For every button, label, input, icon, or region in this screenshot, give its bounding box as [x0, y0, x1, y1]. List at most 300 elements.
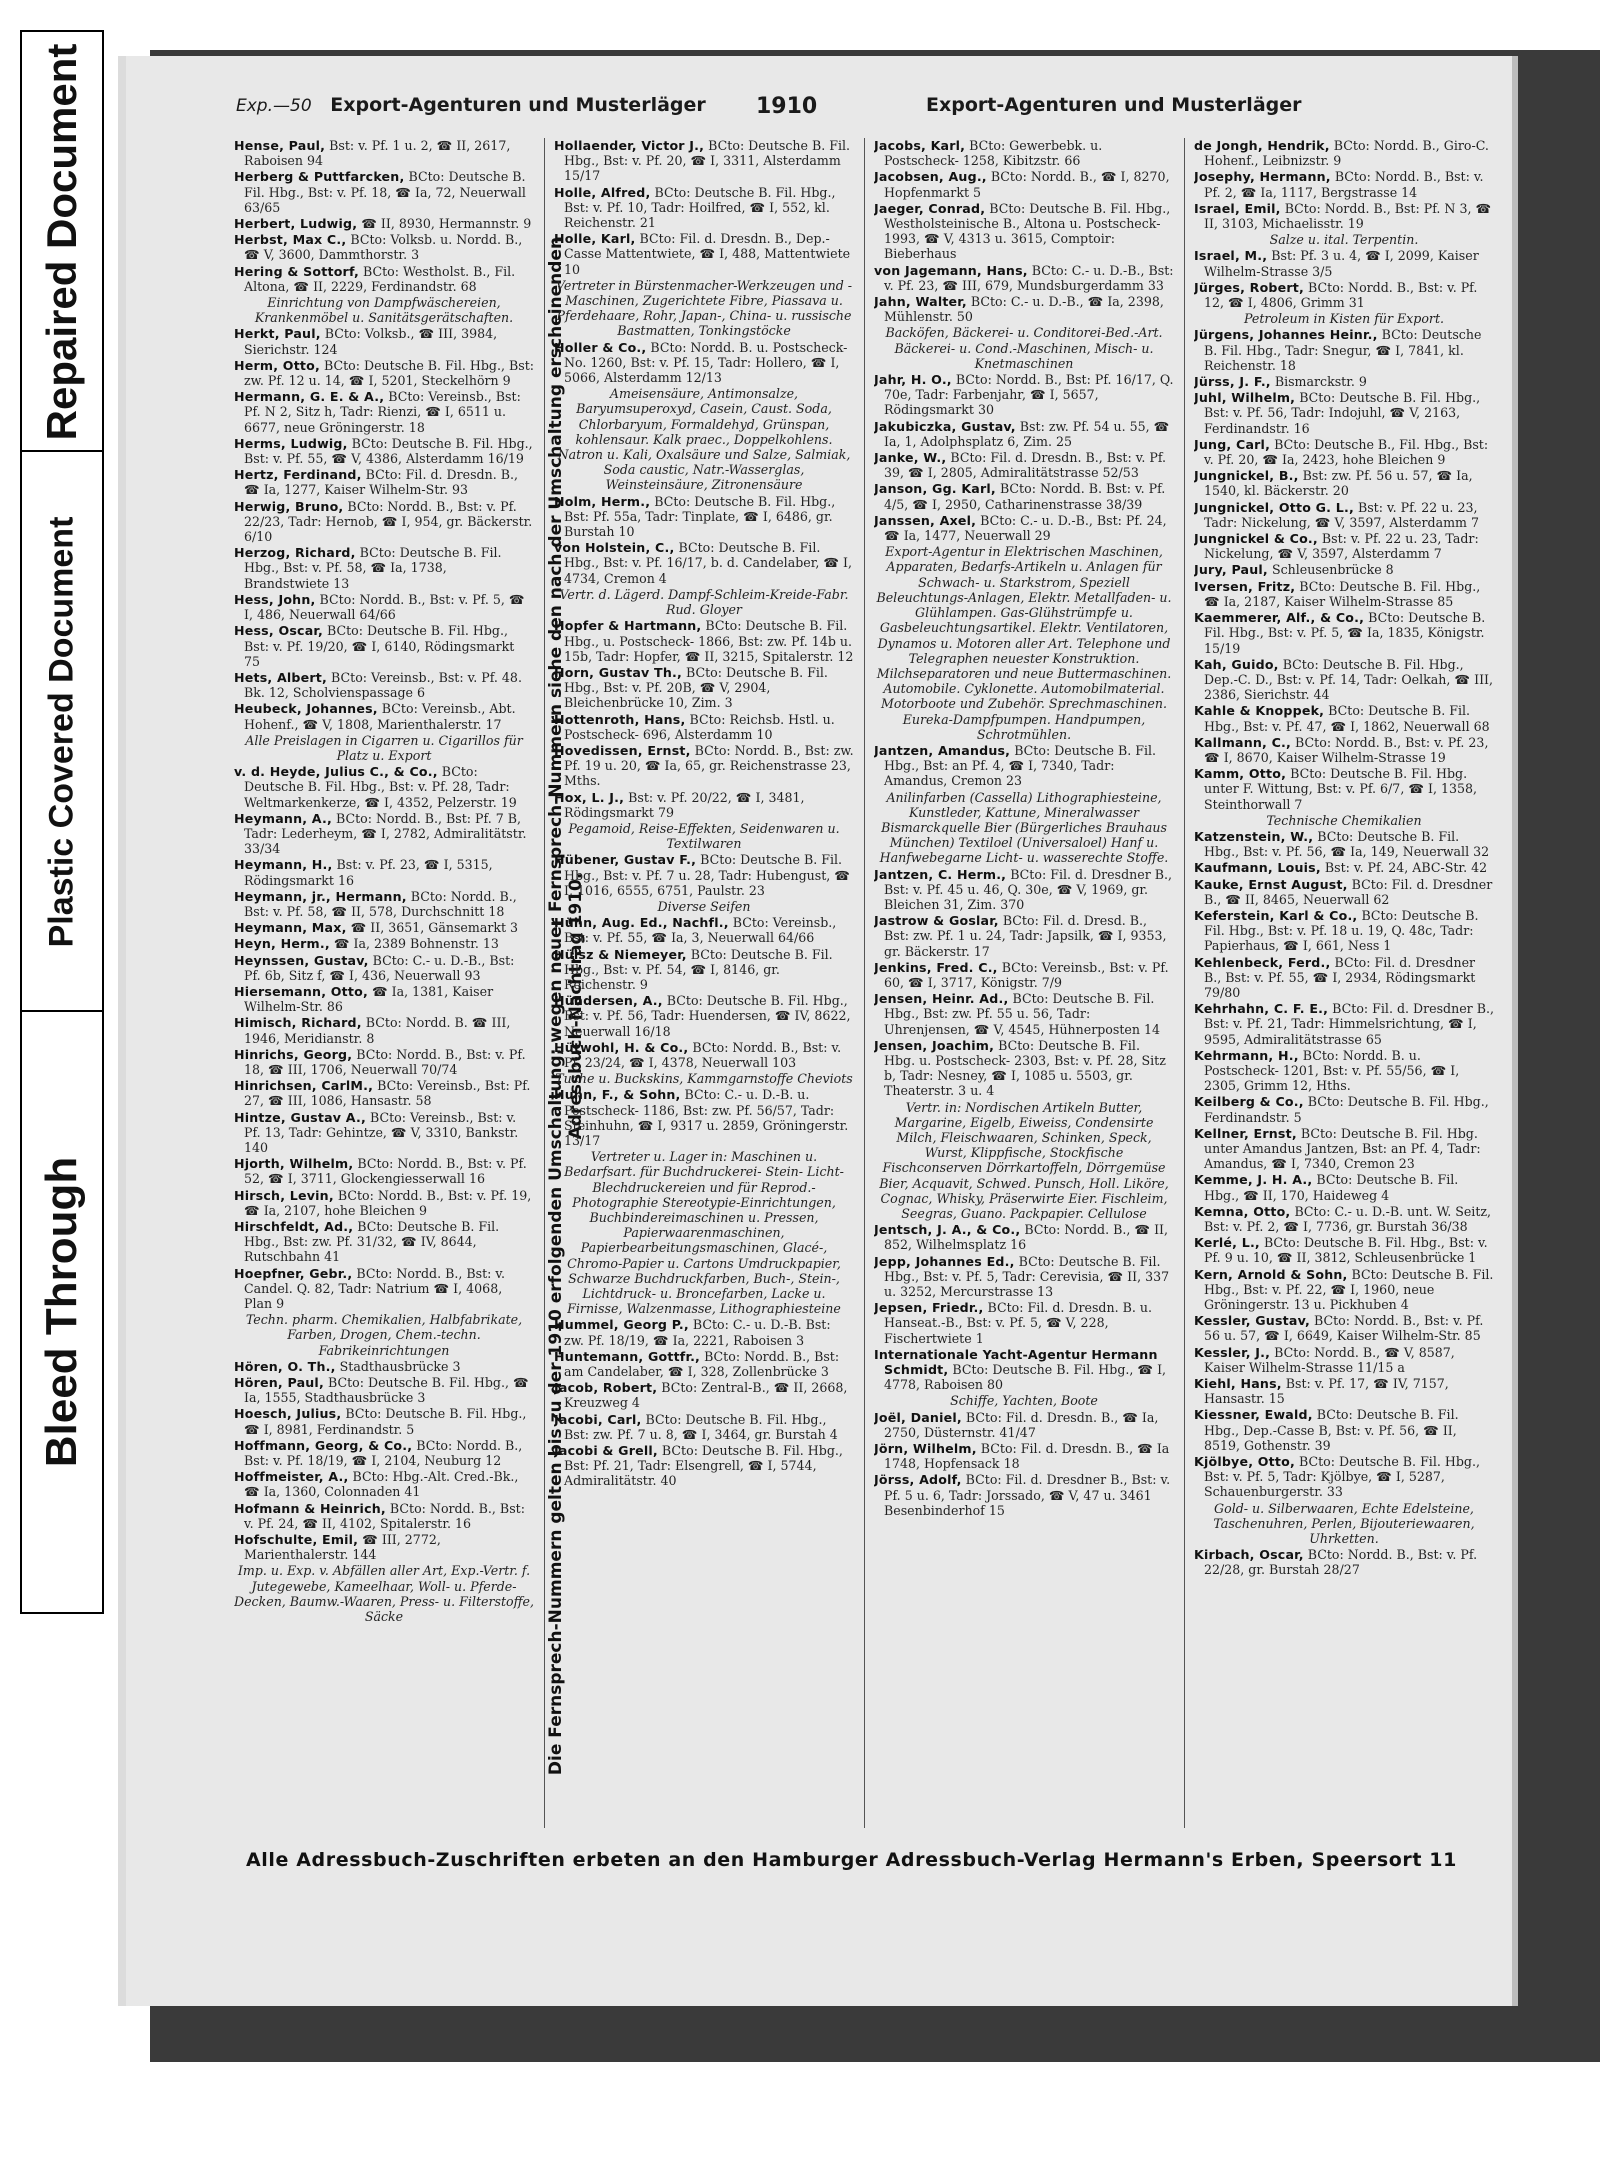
directory-entry: [1194, 201, 1494, 231]
entry-name: Kaemmerer, Alf., & Co.,: [1194, 610, 1365, 626]
scanned-page: [118, 56, 1518, 2006]
entry-details: BCto: Deutsche B. Fil. Hbg., Bst: v. Pf. 22, ☎ I, 1960, neue Gröningerstr. 13 u. Pickhuben 4: [1204, 1266, 1494, 1313]
directory-entry: [1194, 390, 1494, 436]
column-1: [234, 138, 534, 1828]
entry-name: Herbst, Max C.,: [234, 232, 347, 248]
directory-entry: [554, 821, 854, 851]
entry-details: BCto: Nordd. B., ☎ V, 8587, Kaiser Wilhelm-Strasse 11/15 a: [1204, 1344, 1455, 1375]
entry-details: BCto: Nordd. B., Bst: zw. Pf. 19 u. 20, ☎ Ia, 65, gr. Reichenstrasse 23, Mths.: [564, 742, 854, 789]
directory-entry: [1194, 468, 1494, 498]
entry-name: Kehrmann, H.,: [1194, 1047, 1299, 1063]
entry-name: Hinrichs, Georg,: [234, 1046, 353, 1062]
directory-columns: [234, 138, 1504, 1828]
directory-entry: [554, 185, 854, 231]
entry-details: Bst: zw. Pf. 56 u. 57, ☎ Ia, 1540, kl. Bäckerstr. 20: [1204, 468, 1473, 499]
directory-entry: [554, 712, 854, 742]
directory-entry: [234, 1110, 534, 1156]
entry-details: BCto: Nordd. B. u. Postscheck- 1201, Bst: v. Pf. 55/56, ☎ I, 2305, Grimm 12, Hths.: [1204, 1047, 1460, 1094]
entry-details: BCto: Fil. d. Dresdn. B., Dep.-Casse Mattentwiete, ☎ I, 488, Mattentwiete 10: [564, 231, 851, 277]
directory-entry: [874, 325, 1174, 371]
directory-entry: [874, 867, 1174, 913]
directory-entry: [234, 326, 534, 356]
directory-entry: [234, 764, 534, 810]
directory-entry: [874, 419, 1174, 449]
entry-name: Jepsen, Friedr.,: [874, 1300, 984, 1316]
entry-name: Jacob, Robert,: [554, 1380, 658, 1396]
page-footer: Alle Adressbuch-Zuschriften erbeten an den Hamburger Adressbuch-Verlag Hermann's Erben, Speersort 11: [246, 1849, 1457, 1871]
entry-name: Kahle & Knoppek,: [1194, 703, 1325, 719]
directory-entry: [1194, 766, 1494, 812]
entry-details: BCto: Deutsche B. Fil. Hbg., u. Postscheck- 1866, Bst: zw. Pf. 14b u. 15b, Tadr: Hopfer, ☎ II, 3215, Spitalerstr. 12: [564, 618, 854, 664]
entry-details: BCto: Deutsche B. Fil. Hbg., Bst: Pf. 55a, Tadr: Tinplate, ☎ I, 6486, gr. Burstah 10: [564, 493, 836, 540]
directory-entry: [1194, 955, 1494, 1001]
entry-name: Kessler, Gustav,: [1194, 1313, 1310, 1329]
entry-name: Herwig, Bruno,: [234, 498, 344, 514]
entry-details: BCto: Deutsche B. Fil. Hbg., Bst: v. Pf. 20, ☎ I, 3311, Alsterdamm 15/17: [564, 138, 851, 184]
entry-details: BCto: Nordd. B., Bst: v. Pf. 23/24, ☎ I, 4378, Neuerwall 103: [564, 1039, 842, 1070]
header-left: [236, 94, 706, 116]
entry-details: Bismarckstr. 9: [1274, 374, 1367, 390]
entry-details: BCto: Deutsche B., Fil. Hbg., Bst: v. Pf. 20, ☎ Ia, 2423, hohe Bleichen 9: [1204, 436, 1489, 468]
entry-details: BCto: Fil. d. Dresdn. B. u. Hanseat.-B., Bst: v. Pf. 5, ☎ V, 228, Fischertwiete 1: [884, 1300, 1152, 1346]
bleed-through-stamp: [20, 1010, 104, 1614]
entry-details: BCto: Nordd. B., Bst: Pf. N 3, ☎ II, 3103, Michaelisstr. 19: [1204, 200, 1492, 232]
entry-name: Himisch, Richard,: [234, 1015, 362, 1031]
directory-entry: [554, 947, 854, 993]
directory-entry: [554, 790, 854, 820]
side-note: Die Fernsprech-Nummern gelten bis zu der 1910 erfolgenden Umschaltung; wegen neuer Fernsprech-Nummern siehe den nach der Umschaltung erscheinenden Adressbuch-Nachtrag 1910.: [546, 236, 586, 1776]
entry-details: BCto: Reichsb. Hstl. u. Postscheck- 696, Alsterdamm 10: [564, 711, 835, 742]
directory-entry: [554, 1349, 854, 1379]
entry-name: Herzog, Richard,: [234, 545, 356, 561]
directory-entry: [234, 169, 534, 215]
directory-entry: [554, 138, 854, 184]
directory-entry: [1194, 1204, 1494, 1234]
entry-name: Hopfer & Hartmann,: [554, 618, 702, 634]
directory-entry: [1194, 877, 1494, 907]
entry-name: Kamm, Otto,: [1194, 766, 1287, 782]
directory-entry: [1194, 1345, 1494, 1375]
entry-name: Keferstein, Karl & Co.,: [1194, 907, 1358, 923]
entry-details: BCto: Deutsche B. Fil. Hbg., Bst: v. Pf. 56, Tadr: Huendersen, ☎ IV, 8622, Neuerwall 16/18: [564, 993, 851, 1039]
directory-entry: [234, 1078, 534, 1108]
directory-entry: [874, 450, 1174, 480]
entry-details: BCto: Vereinsb., Abt. Hohenf., ☎ V, 1808, Marienthalerstr. 17: [244, 701, 516, 732]
directory-entry: [1194, 1172, 1494, 1202]
entry-name: Hofmann & Heinrich,: [234, 1500, 386, 1516]
entry-name: Hündersen, A.,: [554, 993, 663, 1009]
directory-entry: [554, 386, 854, 492]
directory-entry: [554, 1087, 854, 1148]
entry-details: BCto: Fil. d. Dresdn. B., ☎ Ia, 1277, Kaiser Wilhelm-Str. 93: [244, 467, 518, 498]
header-year: 1910: [756, 94, 818, 119]
entry-details: BCto: Fil. d. Dresdner B., Bst: v. Pf. 5 u. 6, Tadr: Jorssado, ☎ V, 47 u. 3461 Besenbinderhof 15: [884, 1472, 1171, 1518]
entry-name: Kellner, Ernst,: [1194, 1125, 1297, 1141]
directory-entry: [874, 544, 1174, 742]
entry-name: Hummel, Georg P.,: [554, 1317, 689, 1333]
directory-entry: [874, 743, 1174, 789]
directory-entry: [1194, 1407, 1494, 1453]
page-number: Exp.—50: [236, 96, 312, 116]
directory-entry: [874, 481, 1174, 511]
directory-entry: [554, 1149, 854, 1316]
entry-name: Kallmann, C.,: [1194, 734, 1292, 750]
entry-name: Hets, Albert,: [234, 669, 328, 685]
entry-name: Juhl, Wilhelm,: [1194, 390, 1296, 406]
entry-name: Heubeck, Johannes,: [234, 701, 378, 717]
directory-entry: [234, 295, 534, 325]
entry-name: Hess, Oscar,: [234, 623, 323, 639]
entry-name: Heymann, jr., Hermann,: [234, 888, 407, 904]
entry-details: Bst: v. Pf. 17, ☎ IV, 7157, Hansastr. 15: [1204, 1376, 1449, 1407]
entry-name: Kaufmann, Louis,: [1194, 860, 1321, 876]
directory-entry: [234, 889, 534, 919]
entry-description: Tuche u. Buckskins, Kammgarnstoffe Cheviots: [555, 1071, 853, 1087]
entry-details: Bst: v. Pf. 22 u. 23, Tadr: Nickelung, ☎ V, 3597, Alsterdamm 7: [1204, 499, 1479, 530]
directory-entry: [234, 623, 534, 669]
entry-name: Jacobsen, Aug.,: [874, 169, 987, 185]
entry-details: BCto: Deutsche B. Fil. Hbg., Bst: v. Pf. 58, ☎ Ia, 1738, Brandstwiete 13: [244, 545, 502, 591]
directory-entry: [1194, 1547, 1494, 1577]
directory-entry: [874, 960, 1174, 990]
entry-name: Kerlé, L.,: [1194, 1235, 1260, 1251]
directory-entry: [1194, 1267, 1494, 1313]
directory-entry: [874, 1347, 1174, 1393]
entry-name: Jörss, Adolf,: [874, 1472, 962, 1488]
entry-details: BCto: Deutsche B. Fil. Hbg., Bst: v. Pf. 55, ☎ V, 4386, Alsterdamm 16/19: [244, 435, 533, 467]
directory-entry: [1194, 703, 1494, 733]
entry-description: Technische Chemikalien: [1266, 812, 1422, 828]
entry-name: Jungnickel, Otto G. L.,: [1194, 499, 1354, 515]
directory-entry: [1194, 374, 1494, 389]
directory-entry: [874, 1300, 1174, 1346]
entry-details: BCto: C.- u. D.-B., ☎ Ia, 2398, Mühlenstr. 50: [884, 294, 1164, 325]
directory-entry: [234, 436, 534, 466]
entry-details: BCto: Deutsche B. Fil. Hbg., Bst: v. Pf. 18 u. 19, Q. 48c, Tadr: Papierhaus, ☎ I, 661, Ness 1: [1204, 907, 1479, 954]
entry-details: BCto: Deutsche B. Fil. Hbg., ☎ Ia, 1555, Stadthausbrücke 3: [244, 1375, 529, 1406]
entry-name: Hülsz & Niemeyer,: [554, 946, 687, 962]
entry-details: BCto: Deutsche B. Fil. Hbg., Bst: v. Pf. 56, Tadr: Indojuhl, ☎ V, 2163, Ferdinandstr. 16: [1204, 390, 1481, 436]
entry-details: BCto: Deutsche B. Fil. Hbg., Bst: v. Pf. 5, Tadr: Cerevisia, ☎ II, 337 u. 3252, Mercurstrasse 13: [884, 1253, 1170, 1300]
entry-name: Hottenroth, Hans,: [554, 711, 686, 727]
directory-entry: [1194, 562, 1494, 577]
directory-entry: [1194, 813, 1494, 828]
directory-entry: [234, 920, 534, 935]
entry-details: BCto: Nordd. B., Bst: v. Pf. 23, ☎ I, 8670, Kaiser Wilhelm-Strasse 19: [1204, 734, 1489, 765]
entry-name: Hintze, Gustav A.,: [234, 1109, 366, 1125]
repaired-document-stamp: [20, 30, 104, 454]
entry-details: ☎ III, 2772, Marienthalerstr. 144: [244, 1532, 441, 1563]
entry-details: BCto: Vereinsb., Bst: v. Pf. 60, ☎ I, 3717, Königstr. 7/9: [884, 959, 1169, 990]
directory-entry: [234, 1532, 534, 1562]
entry-details: BCto: Vereinsb., Bst: Pf. N 2, Sitz h, Tadr: Rienzi, ☎ I, 6511 u. 6677, neue Gröningerstr. 18: [244, 389, 521, 435]
entry-name: Kiehl, Hans,: [1194, 1376, 1282, 1392]
entry-details: ☎ Ia, 2389 Bohnenstr. 13: [333, 936, 499, 952]
directory-entry: [554, 665, 854, 711]
entry-details: BCto: Deutsche B. Fil. Hbg., Bst: v. Pf. 10, Tadr: Hoilfred, ☎ I, 552, kl. Reichenstr. 21: [564, 184, 836, 231]
entry-description: Einrichtung von Dampfwäschereien, Krankenmöbel u. Sanitätsgerätschaften.: [254, 295, 514, 326]
entry-name: Herbert, Ludwig,: [234, 216, 358, 232]
entry-name: von Jagemann, Hans,: [874, 262, 1028, 278]
entry-name: Israel, M.,: [1194, 248, 1268, 264]
directory-entry: [874, 263, 1174, 293]
entry-details: BCto: Nordd. B., Bst: v. Pf. 22/28, gr. Burstah 28/27: [1204, 1547, 1478, 1578]
entry-description: Vertr. in: Nordischen Artikeln Butter, Margarine, Eigelb, Eiweiss, Condensirte Milch, Fleischwaaren, Schinken, Speck, Wurst, Klippfische, Stockfische Fischconserven Dörrkartoffeln, Dörrgemüse Bier, Acquavit, Schwed. Punsch, Holl. Liköre, Cognac, Whisky, Präserwirte Eier. Fischleim, Seegras, Guano. Packpapier. Cellulose: [879, 1099, 1169, 1222]
directory-entry: [234, 1219, 534, 1265]
entry-name: Joël, Daniel,: [874, 1409, 962, 1425]
entry-name: Heynssen, Gustav,: [234, 952, 369, 968]
entry-name: Jahr, H. O.,: [874, 372, 952, 388]
directory-entry: [234, 1312, 534, 1358]
directory-entry: [234, 670, 534, 700]
entry-name: Iversen, Fritz,: [1194, 578, 1296, 594]
directory-entry: [234, 1375, 534, 1405]
directory-entry: [1194, 1094, 1494, 1124]
directory-entry: [874, 138, 1174, 168]
directory-entry: [1194, 248, 1494, 278]
entry-name: Internationale Yacht-Agentur Hermann Schmidt,: [874, 1346, 1158, 1378]
directory-entry: [1194, 169, 1494, 199]
directory-entry: [1194, 1313, 1494, 1343]
entry-details: BCto: C.- u. D.-B., Bst: Pf. 24, ☎ Ia, 1477, Neuerwall 29: [884, 512, 1167, 544]
entry-details: ☎ II, 8930, Hermannstr. 9: [361, 216, 532, 232]
entry-details: BCto: C.- u. D.-B. Bst: zw. Pf. 18/19, ☎ Ia, 2221, Raboisen 3: [564, 1317, 831, 1348]
directory-entry: [874, 169, 1174, 199]
entry-details: BCto: Deutsche B. Fil. Hbg., Bst: v. Pf. 47, ☎ I, 1862, Neuerwall 68: [1204, 703, 1490, 734]
directory-entry: [554, 1317, 854, 1347]
entry-description: Pegamoid, Reise-Effekten, Seidenwaren u. Textilwaren: [568, 820, 840, 852]
directory-entry: [234, 1438, 534, 1468]
entry-name: Jantzen, C. Herm.,: [874, 866, 1007, 882]
entry-name: Jaeger, Conrad,: [874, 200, 986, 216]
directory-entry: [1194, 860, 1494, 875]
directory-entry: [1194, 311, 1494, 326]
entry-details: BCto: Fil. d. Dresd. B., Bst: zw. Pf. 1 u. 24, Tadr: Japsilk, ☎ I, 9353, gr. Bäckerstr. 17: [884, 913, 1167, 959]
directory-entry: [1194, 138, 1494, 168]
entry-name: Hering & Sottorf,: [234, 263, 359, 279]
entry-name: Hertz, Ferdinand,: [234, 467, 362, 483]
entry-details: Bst: v. Pf. 20/22, ☎ I, 3481, Rödingsmarkt 79: [564, 789, 805, 820]
column-3: [874, 138, 1174, 1828]
entry-details: BCto: Deutsche B. Fil. Hbg., Tadr: Snegur, ☎ I, 7841, kl. Reichenstr. 18: [1204, 327, 1482, 373]
entry-name: Kessler, J.,: [1194, 1344, 1271, 1360]
entry-details: BCto: Nordd. B., Bst: v. Pf. 2, ☎ Ia, 1117, Bergstrasse 14: [1204, 169, 1484, 200]
entry-name: Hox, L. J.,: [554, 789, 625, 805]
entry-name: Hirsch, Levin,: [234, 1187, 334, 1203]
directory-entry: [234, 592, 534, 622]
entry-description: Vertreter in Bürstenmacher-Werkzeugen und -Maschinen, Zugerichtete Fibre, Piassava u. Pferdehaare, Rohr, Japan-, China- u. russische Bastmatten, Tonkingstöcke: [555, 277, 853, 339]
entry-name: Hermann, G. E. & A.,: [234, 389, 385, 405]
directory-entry: [234, 499, 534, 545]
directory-entry: [874, 1038, 1174, 1099]
entry-details: BCto: Deutsche B. Fil. Hbg., Bst: v. Pf. 18, ☎ Ia, 72, Neuerwall 63/65: [244, 169, 526, 215]
entry-details: BCto: Deutsche B. Fil. Hbg., Bst: v. Pf. 56, ☎ Ia, 149, Neuerwall 32: [1204, 828, 1490, 860]
entry-details: BCto: Nordd. B., Bst: v. Pf. 52, ☎ I, 3711, Glockengiesserwall 16: [244, 1156, 527, 1187]
entry-name: v. d. Heyde, Julius C., & Co.,: [234, 764, 438, 780]
entry-details: BCto: Fil. d. Dresdn. B., Bst: v. Pf. 39, ☎ I, 2805, Admiralitätstrasse 52/53: [884, 450, 1167, 481]
directory-entry: [554, 1443, 854, 1489]
entry-details: Bst: v. Pf. 24, ABC-Str. 42: [1324, 860, 1488, 876]
entry-name: Jungnickel, B.,: [1194, 468, 1299, 484]
directory-entry: [874, 1410, 1174, 1440]
entry-name: Hören, O. Th.,: [234, 1358, 336, 1374]
entry-name: Hören, Paul,: [234, 1375, 324, 1391]
entry-details: BCto: Nordd. B., Bst: Pf. 7 B, Tadr: Lederheym, ☎ I, 2782, Admiralitätstr. 33/34: [244, 810, 527, 857]
entry-name: Hoffmeister, A.,: [234, 1469, 349, 1485]
entry-description: Petroleum in Kisten für Export.: [1243, 311, 1445, 327]
entry-name: Jepp, Johannes Ed.,: [874, 1253, 1015, 1269]
entry-details: BCto: Deutsche B. Fil. Hbg., ☎ I, 4778, Raboisen 80: [884, 1362, 1167, 1393]
directory-entry: [1194, 1501, 1494, 1547]
entry-name: Jürges, Robert,: [1194, 279, 1305, 295]
directory-entry: [874, 790, 1174, 866]
directory-entry: [874, 1441, 1174, 1471]
entry-details: BCto: Deutsche B. Fil. Hbg., Bst: v. Pf. 20B, ☎ V, 2904, Bleichenbrücke 10, Zim. 3: [564, 664, 828, 711]
entry-name: Kehlenbeck, Ferd.,: [1194, 954, 1331, 970]
page-paper: [126, 56, 1512, 2006]
directory-entry: [234, 389, 534, 435]
entry-details: BCto: Deutsche B. Fil. Hbg., Ferdinandstr. 5: [1204, 1094, 1489, 1125]
entry-name: Kern, Arnold & Sohn,: [1194, 1266, 1348, 1282]
entry-description: Salze u. ital. Terpentin.: [1269, 232, 1419, 248]
entry-details: BCto: Vereinsb., Bst: Pf. 27, ☎ III, 1086, Hansastr. 58: [244, 1078, 531, 1109]
entry-details: BCto: C.- u. D.-B. unt. W. Seitz, Bst: v. Pf. 2, ☎ I, 7736, gr. Burstah 36/38: [1204, 1203, 1492, 1235]
entry-details: BCto: Deutsche B. Fil. Hbg., Westholsteinische B., Altona u. Postscheck- 1993, ☎ V, 4313 u. 3615, Comptoir: Bieberhaus: [884, 200, 1171, 262]
directory-entry: [234, 984, 534, 1014]
entry-details: BCto: Volksb. u. Nordd. B., ☎ V, 3600, Dammthorstr. 3: [244, 232, 523, 263]
directory-entry: [234, 1015, 534, 1045]
directory-entry: [554, 743, 854, 789]
entry-name: Hense, Paul,: [234, 138, 326, 153]
entry-name: Jürss, J. F.,: [1194, 374, 1271, 390]
entry-name: Jury, Paul,: [1194, 562, 1268, 578]
directory-entry: [234, 1406, 534, 1436]
directory-entry: [234, 1188, 534, 1218]
directory-entry: [234, 1501, 534, 1531]
entry-name: Kemna, Otto,: [1194, 1203, 1291, 1219]
directory-entry: [554, 618, 854, 664]
page-header: [236, 94, 1496, 134]
entry-details: BCto: Deutsche B. Fil. Hbg., Bst: v. Pf. 54, ☎ I, 8146, gr. Reichenstr. 9: [564, 946, 833, 992]
entry-description: Imp. u. Exp. v. Abfällen aller Art, Exp.-Vertr. f. Jutegewebe, Kameelhaar, Woll- u. Pferde-Decken, Baumw.-Waaren, Press- u. Filterstoffe, Säcke: [234, 1563, 534, 1625]
directory-entry: [554, 587, 854, 617]
directory-entry: [1194, 531, 1494, 561]
entry-name: Jacobi, Carl,: [554, 1411, 642, 1427]
directory-entry: [234, 264, 534, 294]
entry-details: BCto: Fil. d. Dresdner B., ☎ II, 8465, Neuerwall 62: [1204, 876, 1493, 907]
entry-details: BCto: Nordd. B. ☎ III, 1946, Meridianstr. 8: [244, 1015, 511, 1046]
entry-details: BCto: Nordd. B., Giro-C. Hohenf., Leibnizstr. 9: [1204, 138, 1489, 169]
entry-name: Heyn, Herm.,: [234, 936, 330, 952]
entry-details: BCto: Nordd. B., Bst: am Candelaber, ☎ I, 328, Zollenbrücke 3: [564, 1348, 840, 1380]
entry-name: Herms, Ludwig,: [234, 435, 348, 451]
directory-entry: [1194, 908, 1494, 954]
directory-entry: [874, 294, 1174, 324]
directory-entry: [874, 513, 1174, 543]
entry-details: BCto: Nordd. B., Bst: v. Candel. Q. 82, Tadr: Natrium ☎ I, 4068, Plan 9: [244, 1265, 506, 1312]
directory-entry: [234, 1266, 534, 1312]
entry-description: Backöfen, Bäckerei- u. Conditorei-Bed.-Art. Bäckerei- u. Cond.-Maschinen, Misch- u. Knetmaschinen: [885, 325, 1163, 371]
directory-entry: [234, 545, 534, 591]
directory-entry: [874, 1472, 1174, 1518]
directory-entry: [1194, 657, 1494, 703]
plastic-stamp-label: Plastic Covered Document: [42, 516, 81, 948]
directory-entry: [1194, 1376, 1494, 1406]
bleed-stamp-label: Bleed Through: [37, 1156, 86, 1468]
directory-entry: [1194, 437, 1494, 467]
directory-entry: [1194, 280, 1494, 310]
entry-name: Kemme, J. H. A.,: [1194, 1172, 1313, 1188]
entry-name: Hübener, Gustav F.,: [554, 852, 697, 868]
entry-description: Anilinfarben (Cassella) Lithographiesteine, Kunstleder, Kattune, Mineralwasser Bismarckquelle Bier (Bürgerliches Brauhaus München) Textiloel (Universaloel) Hanf u. Hanfwebegarne Licht- u. wasserechte Stoffe.: [879, 789, 1169, 866]
entry-details: BCto: Nordd. B., ☎ II, 852, Wilhelmsplatz 16: [884, 1222, 1169, 1253]
directory-entry: [874, 201, 1174, 262]
entry-details: BCto: Vereinsb., Bst: v. Pf. 48. Bk. 12, Scholvienspassage 6: [244, 669, 522, 701]
directory-entry: [554, 1380, 854, 1410]
directory-entry: [874, 1100, 1174, 1222]
directory-entry: [234, 857, 534, 887]
entry-name: Jakubiczka, Gustav,: [874, 418, 1016, 434]
entry-name: Jung, Carl,: [1194, 436, 1271, 452]
directory-entry: [554, 899, 854, 914]
entry-name: Josephy, Hermann,: [1194, 169, 1331, 185]
plastic-covered-stamp: [20, 450, 104, 1014]
directory-entry: [1194, 1235, 1494, 1265]
entry-details: BCto: Nordd. B., Bst: v. Pf. 5, ☎ I, 486, Neuerwall 64/66: [244, 591, 525, 623]
entry-details: BCto: Fil. d. Dresdner B., Bst: v. Pf. 45 u. 46, Q. 30e, ☎ V, 1969, gr. Bleichen 31, Zim. 370: [884, 866, 1173, 912]
entry-name: Hoepfner, Gebr.,: [234, 1265, 353, 1281]
header-left-title: Export-Agenturen und Musterläger: [330, 94, 706, 116]
entry-name: Huntemann, Gottfr.,: [554, 1348, 701, 1364]
column-rule: [864, 138, 865, 1828]
entry-details: BCto: Nordd. B. u. Postscheck- No. 1260, Bst: v. Pf. 15, Tadr: Hollero, ☎ I, 5066, Alsterdamm 12/13: [564, 339, 848, 386]
directory-entry: [1194, 1454, 1494, 1500]
directory-entry: [554, 1040, 854, 1070]
entry-details: BCto: Deutsche B. Fil. Hbg., Bst: zw. Pf. 55 u. 56, Tadr: Uhrenjensen, ☎ V, 4545, Hühnerposten 14: [884, 991, 1161, 1037]
entry-details: Stadthausbrücke 3: [339, 1358, 461, 1374]
entry-name: Kirbach, Oscar,: [1194, 1547, 1304, 1563]
directory-entry: [554, 852, 854, 898]
directory-entry: [234, 232, 534, 262]
entry-details: BCto: C.- u. D.-B., Bst: Pf. 6b, Sitz f, ☎ I, 436, Neuerwall 93: [244, 952, 515, 983]
entry-details: BCto: Deutsche B. Fil. Hbg. u. Postscheck- 2303, Bst: v. Pf. 28, Sitz b, Tadr: Nesney, ☎ I, 1085 u. 5503, gr. Theaterstr. 3 u. 4: [884, 1037, 1166, 1099]
entry-details: BCto: Vereinsb., Bst: v. Pf. 55, ☎ Ia, 3, Neuerwall 64/66: [564, 915, 837, 946]
directory-entry: [1194, 735, 1494, 765]
directory-entry: [554, 540, 854, 586]
entry-details: Bst: v. Pf. 22 u. 23, Tadr: Nickelung, ☎ V, 3597, Alsterdamm 7: [1204, 531, 1479, 562]
entry-description: Gold- u. Silberwaaren, Echte Edelsteine, Taschenuhren, Perlen, Bijouteriewaaren, Uhrketten.: [1213, 1500, 1475, 1547]
entry-description: Techn. pharm. Chemikalien, Halbfabrikate, Farben, Drogen, Chem.-techn. Fabrikeinrichtungen: [245, 1312, 523, 1358]
directory-entry: [1194, 829, 1494, 859]
entry-details: BCto: Nordd. B., Bst: Pf. 16/17, Q. 70e, Tadr: Farbenjahr, ☎ I, 5657, Rödingsmarkt 30: [884, 372, 1174, 418]
directory-entry: [874, 1222, 1174, 1252]
entry-name: von Holstein, C.,: [554, 540, 675, 556]
entry-name: Heymann, H.,: [234, 857, 333, 873]
column-4: [1194, 138, 1494, 1828]
entry-description: Export-Agentur in Elektrischen Maschinen, Apparaten, Bedarfs-Artikeln u. Anlagen für Schwach- u. Starkstrom, Speziell Beleuchtungs-Anlagen, Elektr. Metallfaden- u. Glühlampen. Gas-Glühstrümpfe u. Gasbeleuchtungsartikel. Elektr. Ventilatoren, Dynamos u. Motoren aller Art. Telephone und Telegraphen neuester Konstruktion. Milchseparatoren und neue Buttermaschinen. Automobile. Cyklonette. Automobilmaterial. Motorboote und Zubehör. Sprechmaschinen. Eureka-Dampfpumpen. Handpumpen, Schrotmühlen.: [876, 544, 1172, 742]
directory-entry: [234, 936, 534, 951]
entry-name: Jantzen, Amandus,: [874, 742, 1011, 758]
entry-details: BCto: Hbg.-Alt. Cred.-Bk., ☎ Ia, 1360, Colonnaden 41: [244, 1469, 519, 1500]
directory-entry: [234, 1469, 534, 1499]
entry-name: Janke, W.,: [874, 450, 947, 466]
entry-description: Diverse Seifen: [657, 898, 751, 914]
entry-details: BCto: Fil. d. Dresdn. B., ☎ Ia 1748, Hopfensack 18: [884, 1441, 1170, 1472]
directory-entry: [1194, 1126, 1494, 1172]
entry-name: Kjölbye, Otto,: [1194, 1454, 1295, 1470]
entry-details: BCto: Deutsche B. Fil. Hbg., Bst: v. Pf. 5, Tadr: Kjölbye, ☎ I, 5287, Schauenburgerstr. 33: [1204, 1454, 1480, 1500]
entry-details: BCto: Deutsche B. Fil. Hbg., ☎ Ia, 2187, Kaiser Wilhelm-Strasse 85: [1204, 578, 1481, 609]
